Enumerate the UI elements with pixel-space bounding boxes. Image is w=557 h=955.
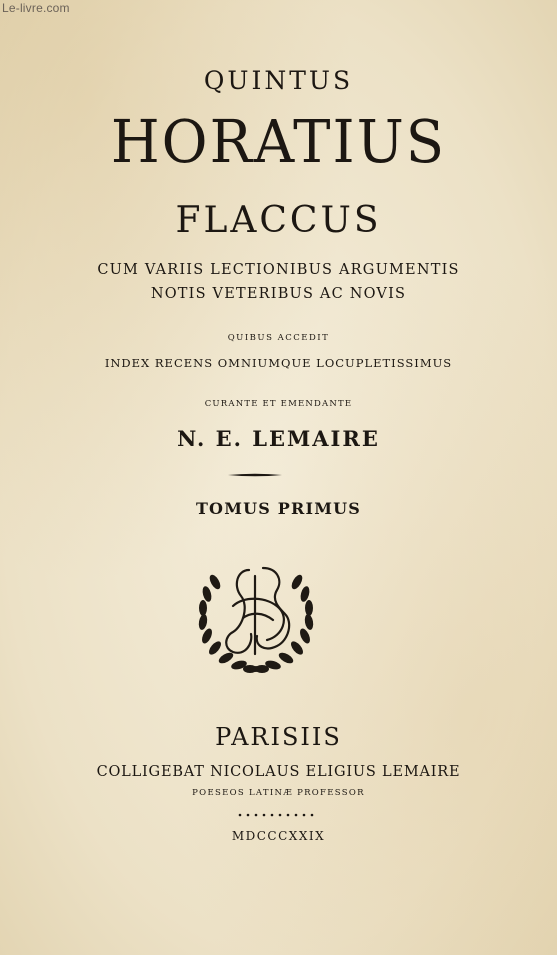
author-nomen: HORATIUS [110,108,447,177]
imprint-role: POESEOS LATINÆ PROFESSOR [192,788,365,798]
monogram-wreath-icon [193,556,319,682]
ornamental-rule [228,473,282,477]
imprint-publisher: COLLIGEBAT NICOLAUS ELIGIUS LEMAIRE [96,764,461,780]
author-cognomen: FLACCUS [175,200,382,241]
subtitle-line-2: NOTIS VETERIBUS AC NOVIS [150,286,407,302]
imprint-year: MDCCCXXIX [231,829,326,843]
imprint-city: PARISIIS [215,723,342,751]
editor-intro: CURANTE ET EMENDANTE [204,399,353,409]
subtitle-line-1: CUM VARIIS LECTIONIBUS ARGUMENTIS [97,262,460,278]
editor-name: N. E. LEMAIRE [177,426,380,451]
volume-label: TOMUS PRIMUS [195,499,362,518]
watermark: Le-livre.com [2,1,70,15]
subtitle-line-3: QUIBUS ACCEDIT [227,333,330,343]
ornamental-dots [232,812,324,818]
subtitle-line-4: INDEX RECENS OMNIUMQUE LOCUPLETISSIMUS [104,356,453,370]
author-praenomen: QUINTUS [203,66,354,95]
